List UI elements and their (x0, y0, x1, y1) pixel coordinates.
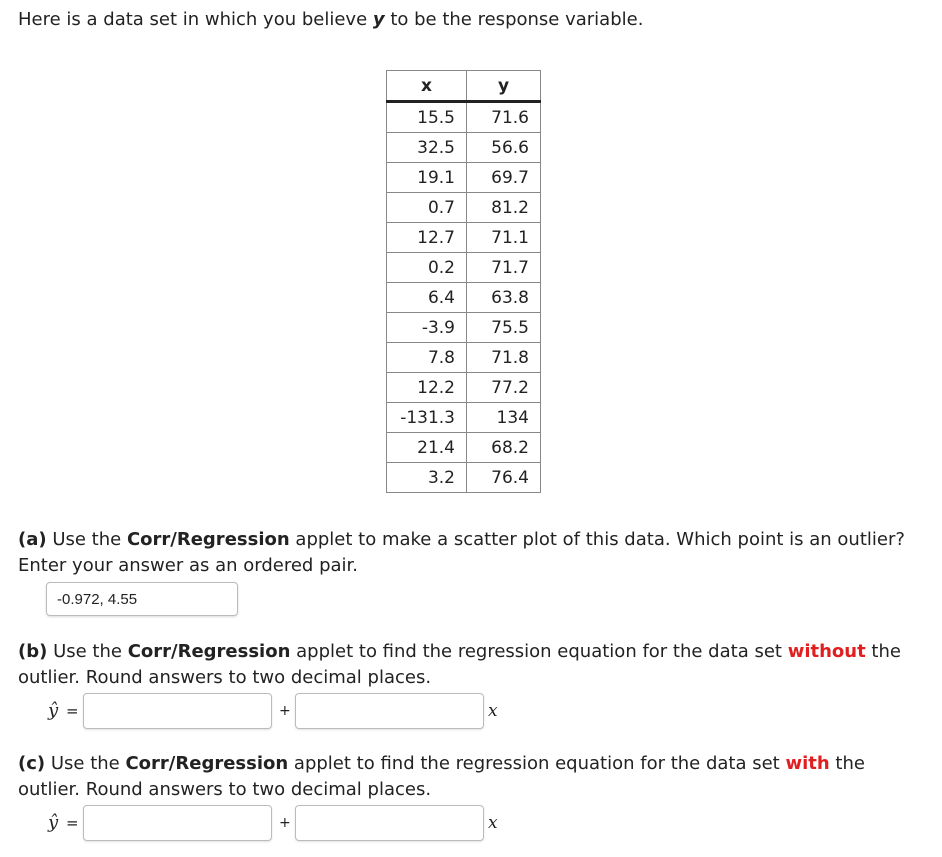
cell-y: 63.8 (467, 283, 541, 313)
cell-x: 32.5 (387, 133, 467, 163)
part-c-text1: Use the (45, 753, 126, 774)
x-variable: x (488, 701, 498, 721)
cell-y: 77.2 (467, 373, 541, 403)
cell-y: 69.7 (467, 163, 541, 193)
table-row (387, 463, 541, 493)
part-b-text1: Use the (47, 641, 128, 662)
applet-name: Corr/Regression (127, 641, 291, 662)
part-c-label: (c) (18, 753, 46, 774)
intro-text (18, 8, 643, 32)
table-row (387, 163, 541, 193)
cell-x: -3.9 (387, 313, 467, 343)
cell-y: 71.7 (467, 253, 541, 283)
part-a-question (18, 527, 918, 579)
intercept-input-c[interactable] (83, 805, 272, 841)
yhat-symbol: ŷ (48, 700, 59, 721)
cell-x: 21.4 (387, 433, 467, 463)
table-row (387, 433, 541, 463)
applet-name: Corr/Regression (126, 529, 290, 550)
data-table (386, 70, 541, 493)
cell-x: 12.7 (387, 223, 467, 253)
cell-x: -131.3 (387, 403, 467, 433)
cell-y: 71.1 (467, 223, 541, 253)
emphasis-with: with (785, 753, 830, 774)
slope-input-c[interactable] (295, 805, 484, 841)
part-b-question (18, 639, 918, 691)
part-b-label: (b) (18, 641, 48, 662)
table-row (387, 313, 541, 343)
table-row (387, 133, 541, 163)
outlier-answer-input[interactable]: -0.972, 4.55 (46, 582, 238, 616)
table-row (387, 283, 541, 313)
yhat-symbol: ŷ (48, 812, 59, 833)
cell-y: 56.6 (467, 133, 541, 163)
cell-y: 71.8 (467, 343, 541, 373)
applet-name: Corr/Regression (125, 753, 289, 774)
part-a-text1: Use the (46, 529, 127, 550)
intercept-input-b[interactable] (83, 693, 272, 729)
cell-y: 81.2 (467, 193, 541, 223)
table-row (387, 253, 541, 283)
table-row (387, 102, 541, 133)
cell-x: 0.7 (387, 193, 467, 223)
emphasis-without: without (787, 641, 866, 662)
cell-y: 71.6 (467, 102, 541, 133)
part-a-text2: applet to make a scatter plot of this data. Which point is an outlier? Enter your answer as an ordered pair. (18, 529, 905, 576)
table-row (387, 343, 541, 373)
part-b-text2: applet to find the regression equation for the data set (290, 641, 788, 662)
x-variable: x (488, 813, 498, 833)
cell-x: 19.1 (387, 163, 467, 193)
cell-x: 6.4 (387, 283, 467, 313)
part-c-text2: applet to find the regression equation for the data set (288, 753, 786, 774)
part-c-text3: the outlier. Round answers to two decimal places. (18, 753, 865, 800)
cell-y: 76.4 (467, 463, 541, 493)
part-b-text3: the outlier. Round answers to two decimal places. (18, 641, 901, 688)
equals-sign: = (66, 814, 79, 832)
header-y: y (467, 71, 541, 102)
plus-sign: + (279, 815, 291, 831)
cell-x: 7.8 (387, 343, 467, 373)
slope-input-b[interactable] (295, 693, 484, 729)
plus-sign: + (279, 703, 291, 719)
header-x: x (387, 71, 467, 102)
response-variable: y (372, 9, 385, 30)
cell-x: 0.2 (387, 253, 467, 283)
table-row (387, 223, 541, 253)
table-row (387, 403, 541, 433)
cell-x: 12.2 (387, 373, 467, 403)
intro-before: Here is a data set in which you believe (18, 9, 373, 30)
cell-x: 15.5 (387, 102, 467, 133)
part-c-question (18, 751, 918, 803)
table-header-row (387, 71, 541, 102)
cell-x: 3.2 (387, 463, 467, 493)
part-a-label: (a) (18, 529, 47, 550)
table-row (387, 193, 541, 223)
cell-y: 68.2 (467, 433, 541, 463)
intro-after: to be the response variable. (384, 9, 644, 30)
equals-sign: = (66, 702, 79, 720)
cell-y: 75.5 (467, 313, 541, 343)
table-row (387, 373, 541, 403)
cell-y: 134 (467, 403, 541, 433)
